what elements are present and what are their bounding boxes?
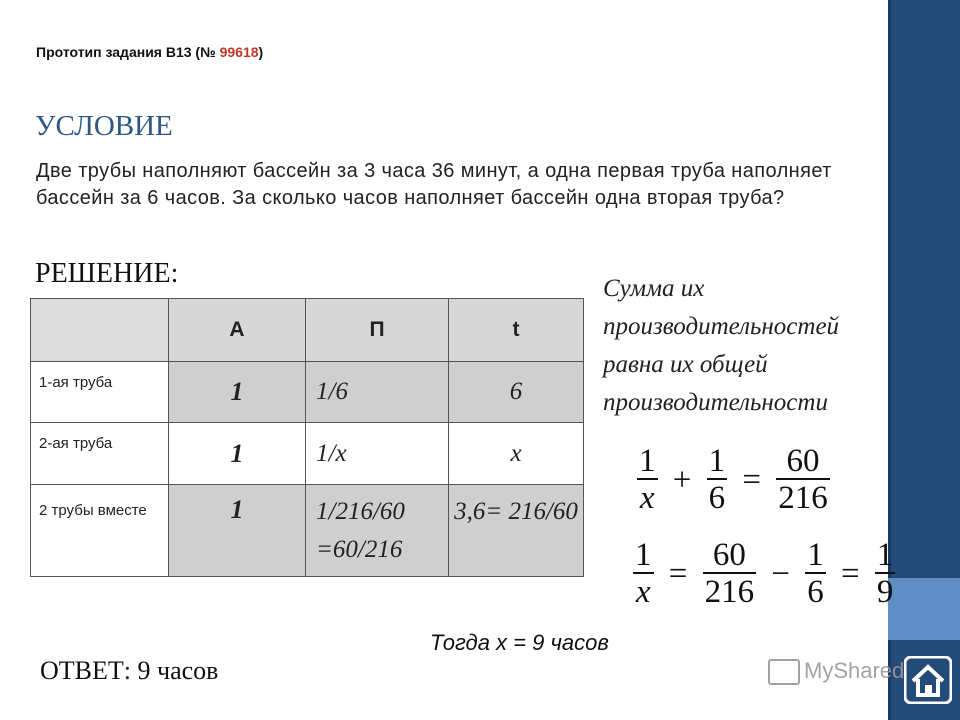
presentation-icon [768,659,800,685]
answer-line [40,656,218,686]
cell-a: 1 [169,362,306,423]
cell-t: 3,6= 216/60 [449,485,584,577]
table-row [31,423,584,485]
table-header-empty [31,299,169,362]
solution-table [30,298,584,577]
cell-t: x [449,423,584,485]
row-label: 2 трубы вместе [31,485,169,577]
cell-a: 1 [169,423,306,485]
table-header-a: A [169,299,306,362]
fraction [875,538,896,610]
task-number: 99618 [219,44,259,60]
solution-title: РЕШЕНИЕ: [35,258,179,289]
bar-light-block [888,578,960,640]
watermark [768,658,904,685]
answer-value: 9 часов [137,656,219,685]
operator: + [672,461,692,498]
cell-t: 6 [449,362,584,423]
denominator: 6 [807,574,824,610]
row-label: 2-ая труба [31,423,169,485]
cell-p: 1/216/60 =60/216 [306,485,449,577]
operator: − [771,555,790,592]
fraction [637,444,658,516]
numerator: 1 [635,537,652,573]
fraction [703,538,757,610]
numerator: 1 [807,537,824,573]
numerator: 60 [786,443,820,479]
condition-title: УСЛОВИЕ [35,110,173,142]
fraction [707,444,728,516]
denominator: 216 [778,480,828,516]
denominator: x [633,572,654,610]
denominator: x [637,478,658,516]
equation-1 [634,444,833,516]
table-header-row [31,299,584,362]
task-header [36,44,263,60]
numerator: 1 [876,537,894,573]
table-header-p: П [306,299,449,362]
table-header-t: t [449,299,584,362]
fraction [776,444,830,516]
equation-2 [630,538,898,610]
answer-label: ОТВЕТ: [40,656,131,685]
denominator: 216 [704,574,755,610]
fraction [805,538,826,610]
row-label: 1-ая труба [31,362,169,423]
fraction [633,538,654,610]
denominator: 6 [708,480,726,516]
cell-a: 1 [169,485,306,577]
operator: = [668,555,688,592]
watermark-text: MyShared [804,658,905,683]
header-prefix: Прототип задания B13 (№ [36,44,220,60]
numerator: 1 [708,443,726,479]
operator: = [742,461,761,498]
table-row [31,362,584,423]
table-row [31,485,584,577]
condition-text: Две трубы наполняют бассейн за 3 часа 36 минут, а одна первая труба наполняет бассейн за 6 часов. За сколько часов наполняет бассейн одна вторая труба? [36,160,832,209]
note-text: Сумма их производительностей равна их общей производительности [603,275,840,416]
right-decoration-bar [888,0,960,720]
numerator: 1 [639,443,656,479]
cell-p: 1/6 [306,362,449,423]
operator: = [841,555,860,592]
home-icon[interactable] [904,656,952,704]
denominator: 9 [876,574,894,610]
then-statement: Тогда х = 9 часов [430,630,609,655]
cell-p: 1/x [306,423,449,485]
header-suffix: ) [258,44,264,60]
numerator: 60 [712,537,746,573]
